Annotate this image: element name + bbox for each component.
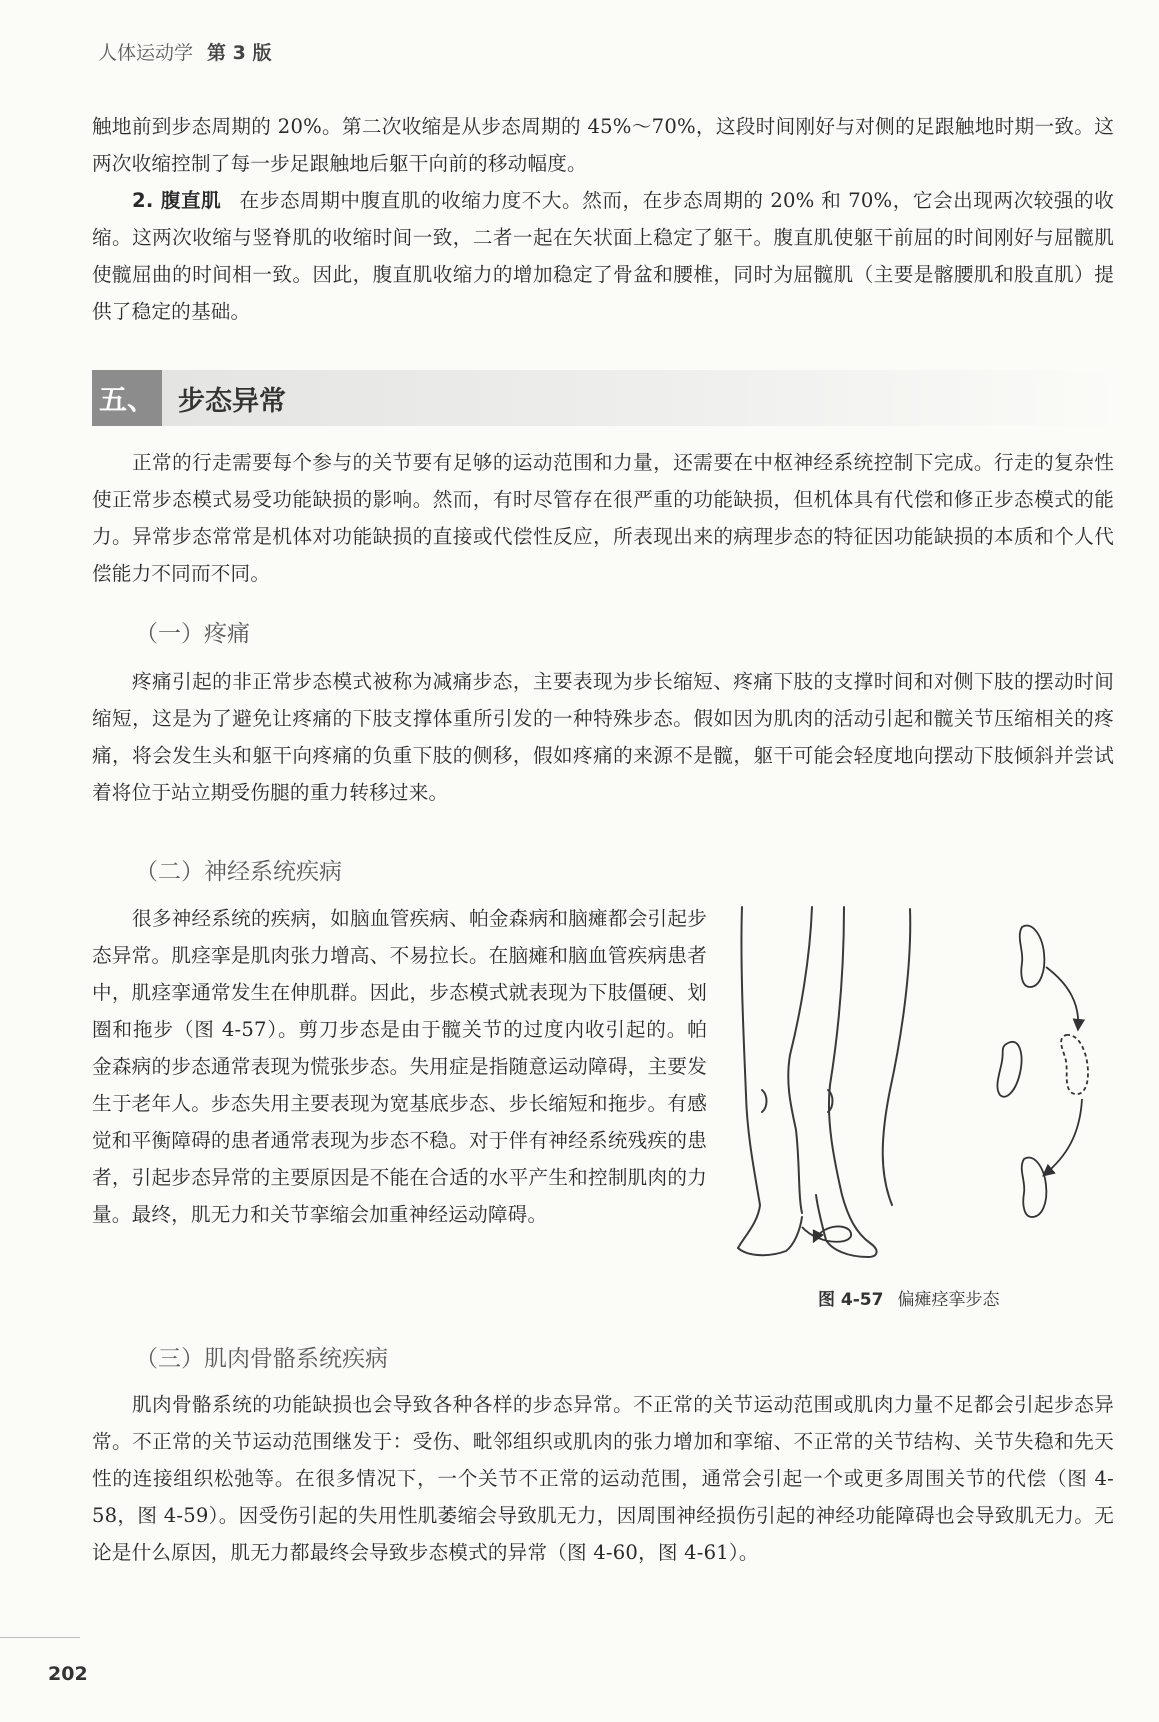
paragraph-rectus-abdominis: [92, 182, 1114, 330]
paragraph-label: 2. 腹直肌: [132, 189, 222, 212]
gait-illustration: [730, 905, 1130, 1260]
subheading-pain: （一）疼痛: [135, 621, 250, 647]
page-number: 202: [48, 1663, 88, 1685]
running-head: [98, 38, 271, 65]
section-title-bar: [162, 370, 1122, 426]
figure-caption-text: 偏瘫痉挛步态: [897, 1290, 1000, 1310]
paragraph-musculoskeletal: 肌肉骨骼系统的功能缺损也会导致各种各样的步态异常。不正常的关节运动范围或肌肉力量不足都会引起步态异常。不正常的关节运动范围继发于：受伤、毗邻组织或肌肉的张力增加和挛缩、不正常的关节结构、关节失稳和先天性的连接组织松弛等。在很多情况下，一个关节不正常的运动范围，通常会引起一个或更多周围关节的代偿（图 4-58，图 4-59）。因受伤引起的失用性肌萎缩会导致肌无力，因周围神经损伤引起的神经功能障碍也会导致肌无力。无论是什么原因，肌无力都最终会导致步态模式的异常（图 4-60，图 4-61）。: [92, 1393, 1114, 1564]
paragraph-neurological: 很多神经系统的疾病，如脑血管疾病、帕金森病和脑瘫都会引起步态异常。肌痉挛是肌肉张力增高、不易拉长。在脑瘫和脑血管疾病患者中，肌痉挛通常发生在伸肌群。因此，步态模式就表现为下肢僵硬、划圈和拖步（图 4-57）。剪刀步态是由于髋关节的过度内收引起的。帕金森病的步态通常表现为慌张步态。失用症是指随意运动障碍，主要发生于老年人。步态失用主要表现为宽基底步态、步长缩短和拖步。有感觉和平衡障碍的患者通常表现为步态不稳。对于伴有神经系统残疾的患者，引起步态异常的主要原因是不能在合适的水平产生和控制肌肉的力量。最终，肌无力和关节挛缩会加重神经运动障碍。: [92, 907, 707, 1226]
subheading-musculoskeletal: （三）肌肉骨骼系统疾病: [135, 1346, 388, 1372]
section-number: 五、: [92, 370, 162, 426]
section-title: 步态异常: [178, 385, 286, 417]
paragraph-erector-spinae-end: 触地前到步态周期的 20%。第二次收缩是从步态周期的 45%～70%，这段时间刚好与对侧的足跟触地时期一致。这两次收缩控制了每一步足跟触地后躯干向前的移动幅度。: [92, 115, 1114, 175]
book-title: 人体运动学: [98, 42, 194, 64]
legs-drawing: [738, 907, 910, 1257]
figure-number: 图 4-57: [818, 1290, 884, 1310]
footer-rule: [0, 1637, 80, 1638]
subheading-neurological: （二）神经系统疾病: [135, 859, 342, 885]
step-arrows: [1044, 967, 1082, 1175]
paragraph-pain: 疼痛引起的非正常步态模式被称为减痛步态，主要表现为步长缩短、疼痛下肢的支撑时间和对侧下肢的摆动时间缩短，这是为了避免让疼痛的下肢支撑体重所引发的一种特殊步态。假如因为肌肉的活动引起和髋关节压缩相关的疼痛，将会发生头和躯干向疼痛的负重下肢的侧移，假如疼痛的来源不是髋，躯干可能会轻度地向摆动下肢倾斜并尝试着将位于站立期受伤腿的重力转移过来。: [92, 670, 1114, 804]
figure-caption: [818, 1285, 999, 1310]
section-heading: [92, 370, 1122, 426]
figure-hemiplegic-gait: [730, 905, 1130, 1260]
section-intro-paragraph: 正常的行走需要每个参与的关节要有足够的运动范围和力量，还需要在中枢神经系统控制下完成。行走的复杂性使正常步态模式易受功能缺损的影响。然而，有时尽管存在很严重的功能缺损，但机体具有代偿和修正步态模式的能力。异常步态常常是机体对功能缺损的直接或代偿性反应，所表现出来的病理步态的特征因功能缺损的本质和个人代偿能力不同而不同。: [92, 451, 1114, 585]
paragraph-text: 在步态周期中腹直肌的收缩力度不大。然而，在步态周期的 20% 和 70%，它会出现两次较强的收缩。这两次收缩与竖脊肌的收缩时间一致，二者一起在矢状面上稳定了躯干。腹直肌使躯干前屈的时间刚好与屈髋肌使髋屈曲的时间相一致。因此，腹直肌收缩力的增加稳定了骨盆和腰椎，同时为屈髋肌（主要是髂腰肌和股直肌）提供了稳定的基础。: [92, 189, 1114, 323]
footprints: [997, 926, 1088, 1217]
book-edition: 第 3 版: [207, 42, 272, 64]
